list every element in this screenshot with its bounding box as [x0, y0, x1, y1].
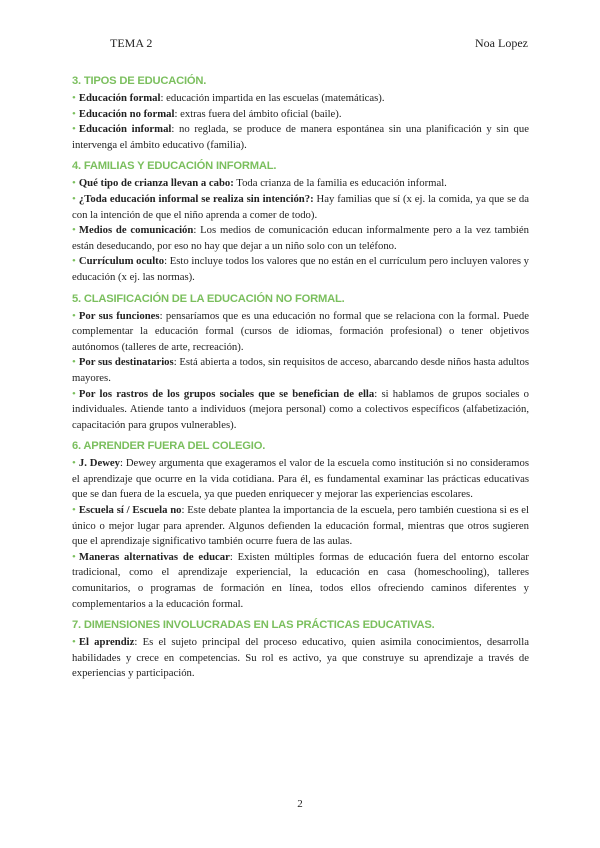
list-item	[72, 223, 529, 254]
list-item	[72, 309, 529, 356]
bullet-icon: •	[72, 387, 76, 400]
item-term: Educación formal	[78, 92, 161, 104]
list-item	[72, 387, 529, 434]
list-item	[72, 176, 529, 192]
bullet-icon: •	[72, 177, 76, 190]
bullet-icon: •	[72, 224, 76, 237]
item-text: : Los medios de comunicación educan informalmente pero a la vez también están deseducando, por eso no hay que dejar a un niño solo con un teléfono.	[72, 224, 529, 252]
header-author: Noa Lopez	[475, 36, 528, 50]
bullet-icon: •	[72, 255, 76, 268]
list-item	[72, 456, 529, 503]
item-text: : Esto incluye todos los valores que no están en el currículum pero incluyen valores y educación (x ej. las normas).	[72, 255, 530, 283]
item-text: : si hablamos de grupos sociales o individuales. Atiende tanto a individuos (mejora personal) como a colectivos específicos (alfabetización, capacitación para grupos vulnerables).	[72, 387, 529, 431]
section-aprender-fuera	[72, 439, 529, 612]
list-item	[72, 635, 529, 682]
item-term: Maneras alternativas de educar	[78, 550, 230, 563]
list-item	[72, 254, 529, 285]
item-term: Educación informal	[78, 123, 172, 136]
item-text: Hay familias que sí (x ej. la comida, ya que se da con la intención de que el niño aprenda a comer de todo).	[72, 192, 529, 221]
bullet-icon: •	[72, 309, 76, 322]
section-dimensiones	[72, 618, 529, 682]
bullet-icon: •	[72, 107, 76, 120]
item-term: Medios de comunicación	[78, 224, 194, 237]
item-text: : educación impartida en las escuelas (matemáticas).	[160, 92, 385, 104]
bullet-icon: •	[72, 457, 76, 470]
item-term: Currículum oculto	[78, 255, 165, 268]
section-heading: 4. FAMILIAS Y EDUCACIÓN INFORMAL.	[72, 160, 277, 173]
item-term: El aprendiz	[78, 636, 135, 649]
item-text: : Es el sujeto principal del proceso educativo, quien asimila conocimientos, desarrolla habilidades y crece en competencias. Su rol es activo, ya que construye su aprendizaje a través de experiencias y participación.	[72, 636, 529, 680]
list-item	[72, 107, 529, 123]
list-item	[72, 503, 529, 550]
item-term: Educación no formal	[78, 107, 175, 120]
item-term: Por sus destinatarios	[78, 356, 174, 369]
bullet-icon: •	[72, 504, 76, 517]
item-term: Por los rastros de los grupos sociales que se benefician de ella	[78, 387, 375, 400]
page-number: 2	[297, 798, 303, 810]
section-tipos-educacion	[72, 74, 529, 153]
section-heading: 6. APRENDER FUERA DEL COLEGIO.	[72, 440, 266, 453]
list-item	[72, 192, 529, 223]
item-term: Escuela sí / Escuela no	[78, 504, 182, 517]
item-text: Toda crianza de la familia es educación informal.	[233, 177, 447, 190]
bullet-icon: •	[72, 192, 76, 205]
bullet-icon: •	[72, 550, 76, 563]
item-text: : pensaríamos que es una educación no formal que se relaciona con la formal. Puede complementar la educación formal (cursos de idiomas, formación profesional) o tener objetivos autónomos (talleres de arte, recreación).	[72, 309, 529, 353]
item-text: : no reglada, se produce de manera espontánea sin una planificación y sin que intervenga el ámbito educativo (familia).	[72, 123, 529, 151]
list-item	[72, 550, 529, 612]
list-item	[72, 355, 529, 386]
section-clasificacion	[72, 292, 529, 434]
section-heading: 5. CLASIFICACIÓN DE LA EDUCACIÓN NO FORMAL.	[72, 292, 345, 305]
item-term: Por sus funciones	[78, 309, 160, 322]
item-text: : Dewey argumenta que exageramos el valor de la escuela como institución si no consideramos el aprendizaje que ocurre en la vida cotidiana. Para él, es fundamental examinar las prácticas educativas que se dan fuera de la escuela, ya que pueden enriquecer y mejorar las experiencias escolares.	[72, 457, 529, 501]
header-topic: TEMA 2	[110, 36, 153, 50]
item-text: : Existen múltiples formas de educación fuera del entorno escolar tradicional, como el aprendizaje experiencial, la educación en casa (homeschooling), talleres comunitarios, o programas de formación en línea, todos ellos ofreciendo caminos diferentes y complementarios a la educación formal.	[72, 550, 529, 610]
item-term: J. Dewey	[78, 457, 120, 470]
item-text: : Está abierta a todos, sin requisitos de acceso, abarcando desde niños hasta adultos mayores.	[72, 356, 529, 384]
section-familias	[72, 159, 529, 285]
item-term: Qué tipo de crianza llevan a cabo:	[78, 177, 234, 190]
bullet-icon: •	[72, 636, 76, 649]
bullet-icon: •	[72, 356, 76, 369]
section-heading: 7. DIMENSIONES INVOLUCRADAS EN LAS PRÁCTICAS EDUCATIVAS.	[72, 619, 435, 632]
item-term: ¿Toda educación informal se realiza sin intención?:	[78, 192, 314, 205]
section-heading: 3. TIPOS DE EDUCACIÓN.	[72, 75, 207, 87]
item-text: : Este debate plantea la importancia de la escuela, pero también cuestiona si es el único o mejor lugar para aprender. Algunos defienden la educación formal, mientras que otros sugieren que el aprendizaje significativo también ocurre fuera de las aulas.	[72, 504, 530, 548]
bullet-icon: •	[72, 92, 76, 104]
bullet-icon: •	[72, 123, 76, 136]
document-body	[72, 74, 529, 688]
list-item	[72, 122, 529, 153]
list-item	[72, 91, 529, 107]
item-text: : extras fuera del ámbito oficial (baile).	[174, 107, 342, 120]
